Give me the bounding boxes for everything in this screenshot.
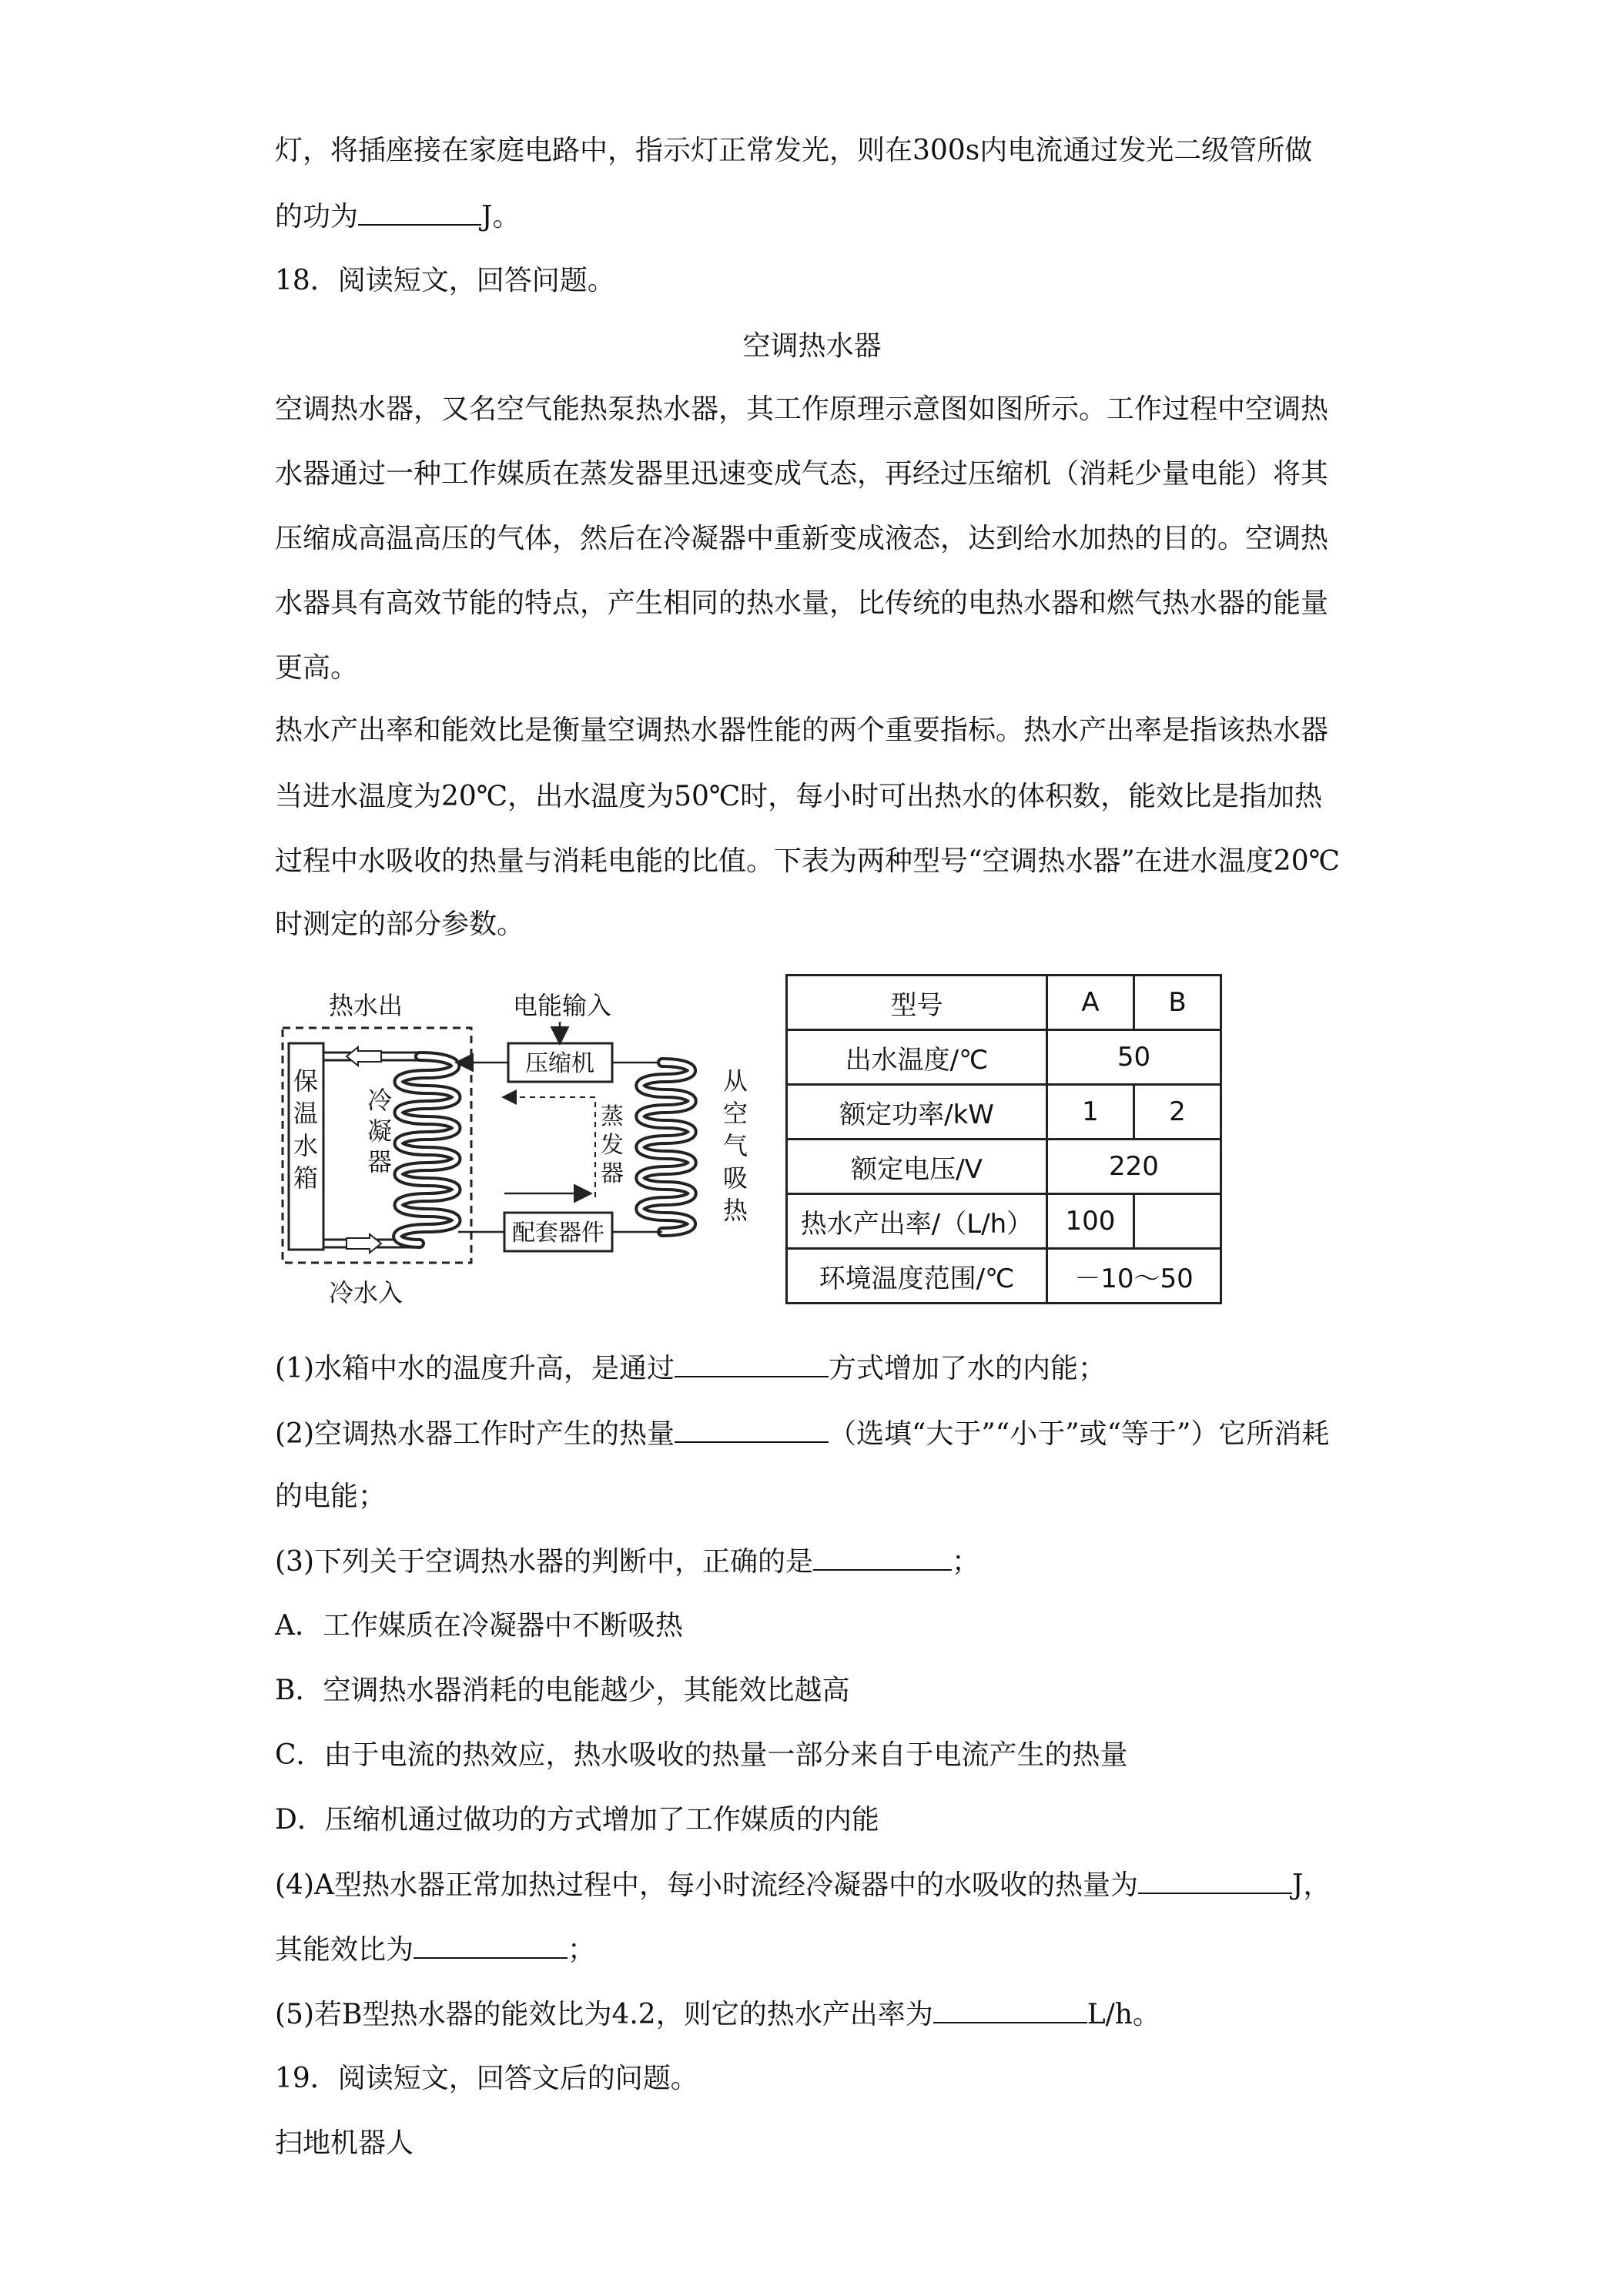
answer-blank[interactable] [933,1996,1087,2023]
question-line [275,1996,1160,2033]
table-cell-empty[interactable] [1134,1194,1221,1249]
evaporator-coil [640,1063,692,1232]
answer-blank[interactable] [358,198,481,226]
condenser-label-char: 冷 [367,1086,393,1115]
paragraph-line: 时测定的部分参数。 [275,909,525,940]
text-fragment: 方式增加了水的内能； [829,1353,1107,1384]
text-fragment: （选填“大于”“小于”或“等于”）它所消耗 [829,1418,1330,1450]
tank-label-char: 水 [293,1131,319,1160]
answer-blank[interactable] [414,1931,568,1959]
question-heading: 18．阅读短文，回答问题。 [275,265,615,296]
answer-blank[interactable] [1138,1866,1292,1894]
tank-label-char: 箱 [293,1163,319,1193]
paragraph-line: 水器通过一种工作媒质在蒸发器里迅速变成气态，再经过压缩机（消耗少量电能）将其 [275,458,1329,490]
text-fragment: (4)A型热水器正常加热过程中，每小时流经冷凝器中的水吸收的热量为 [275,1869,1138,1901]
table-row [787,1030,1221,1085]
question-line [275,1543,979,1581]
table-row [787,1085,1221,1140]
table-cell: 2 [1134,1085,1221,1140]
text-fragment: ； [952,1546,980,1578]
paragraph-line: 空调热水器，又名空气能热泵热水器，其工作原理示意图如图所示。工作过程中空调热 [275,393,1329,425]
text-fragment: (5)若B型热水器的能效比为4.2，则它的热水产出率为 [275,1999,933,2030]
text-fragment: (3)下列关于空调热水器的判断中，正确的是 [275,1546,813,1578]
evaporator-label-char: 发 [601,1132,624,1159]
paragraph-line: 当进水温度为20℃，出水温度为50℃时，每小时可出热水的体积数，能效比是指加热 [275,781,1323,812]
answer-blank[interactable] [675,1415,829,1443]
table-cell: 220 [1047,1140,1221,1194]
text-fragment: J， [1292,1869,1331,1901]
table-row [787,1194,1221,1249]
text-line-answer [275,198,520,236]
condenser-label-char: 凝 [367,1116,393,1146]
table-cell: 环境温度范围/℃ [787,1249,1047,1304]
question-line: 的电能； [275,1481,387,1512]
parameter-table [785,974,1222,1304]
text-fragment: 的功为 [275,201,359,233]
condenser-label-char: 器 [367,1147,393,1176]
question-line [275,1415,1329,1453]
paragraph-line: 过程中水吸收的热量与消耗电能的比值。下表为两种型号“空调热水器”在进水温度20℃ [275,845,1340,877]
cold-water-in-label: 冷水入 [328,1278,403,1307]
paragraph-line: 水器具有高效节能的特点，产生相同的热水量，比传统的电热水器和燃气热水器的能量 [275,587,1329,619]
table-header-cell: 型号 [787,976,1047,1030]
absorb-label-char: 吸 [722,1163,748,1193]
compressor-label: 压缩机 [525,1050,594,1077]
question-heading: 19．阅读短文，回答文后的问题。 [275,2063,698,2094]
question-line [275,1350,1106,1387]
option-d: D．压缩机通过做功的方式增加了工作媒质的内能 [275,1804,879,1836]
option-a: A．工作媒质在冷凝器中不断吸热 [275,1610,683,1642]
absorb-label-char: 气 [722,1131,748,1160]
answer-blank[interactable] [675,1350,829,1377]
table-cell: 1 [1047,1085,1134,1140]
tank-label-char: 温 [293,1099,319,1128]
text-line: 灯，将插座接在家庭电路中，指示灯正常发光，则在300s内电流通过发光二级管所做 [275,135,1313,166]
option-b: B．空调热水器消耗的电能越少，其能效比越高 [275,1675,850,1706]
text-fragment: (2)空调热水器工作时产生的热量 [275,1418,675,1450]
absorb-label-char: 从 [722,1066,748,1096]
table-header-cell: A [1047,976,1134,1030]
hot-water-out-label: 热水出 [328,991,403,1020]
table-cell: 额定电压/V [787,1140,1047,1194]
absorb-label-char: 热 [722,1196,748,1225]
cold-in-arrow-icon [347,1234,381,1253]
table-row [787,1249,1221,1304]
table-row [787,976,1221,1030]
accessory-label: 配套器件 [512,1220,604,1247]
article-title: 扫地机器人 [275,2127,414,2159]
article-title: 空调热水器 [742,330,882,362]
power-input-label: 电能输入 [512,991,612,1020]
option-c: C．由于电流的热效应，热水吸收的热量一部分来自于电流产生的热量 [275,1739,1128,1771]
table-cell: 热水产出率/（L/h） [787,1194,1047,1249]
absorb-label-char: 空 [722,1099,748,1128]
text-fragment: J。 [481,201,521,233]
answer-blank[interactable] [813,1543,952,1571]
question-line [275,1866,1331,1904]
paragraph-line: 压缩成高温高压的气体，然后在冷凝器中重新变成液态，达到给水加热的目的。空调热 [275,523,1329,554]
table-cell: 出水温度/℃ [787,1030,1047,1085]
table-cell: －10～50 [1047,1249,1221,1304]
tank-label-char: 保 [293,1066,319,1096]
table-header-cell: B [1134,976,1221,1030]
evaporator-label-char: 蒸 [601,1103,624,1130]
table-cell: 50 [1047,1030,1221,1085]
table-row [787,1140,1221,1194]
text-fragment: 其能效比为 [275,1934,414,1966]
hot-out-arrow-icon [347,1047,381,1066]
text-fragment: L/h。 [1087,1999,1160,2030]
paragraph-line: 热水产出率和能效比是衡量空调热水器性能的两个重要指标。热水产出率是指该热水器 [275,715,1329,746]
evaporator-label-char: 器 [601,1160,624,1187]
table-cell: 100 [1047,1194,1134,1249]
table-cell: 额定功率/kW [787,1085,1047,1140]
question-line [275,1931,595,1969]
text-fragment: ； [568,1934,596,1966]
text-fragment: (1)水箱中水的温度升高，是通过 [275,1353,675,1384]
paragraph-line: 更高。 [275,652,359,684]
